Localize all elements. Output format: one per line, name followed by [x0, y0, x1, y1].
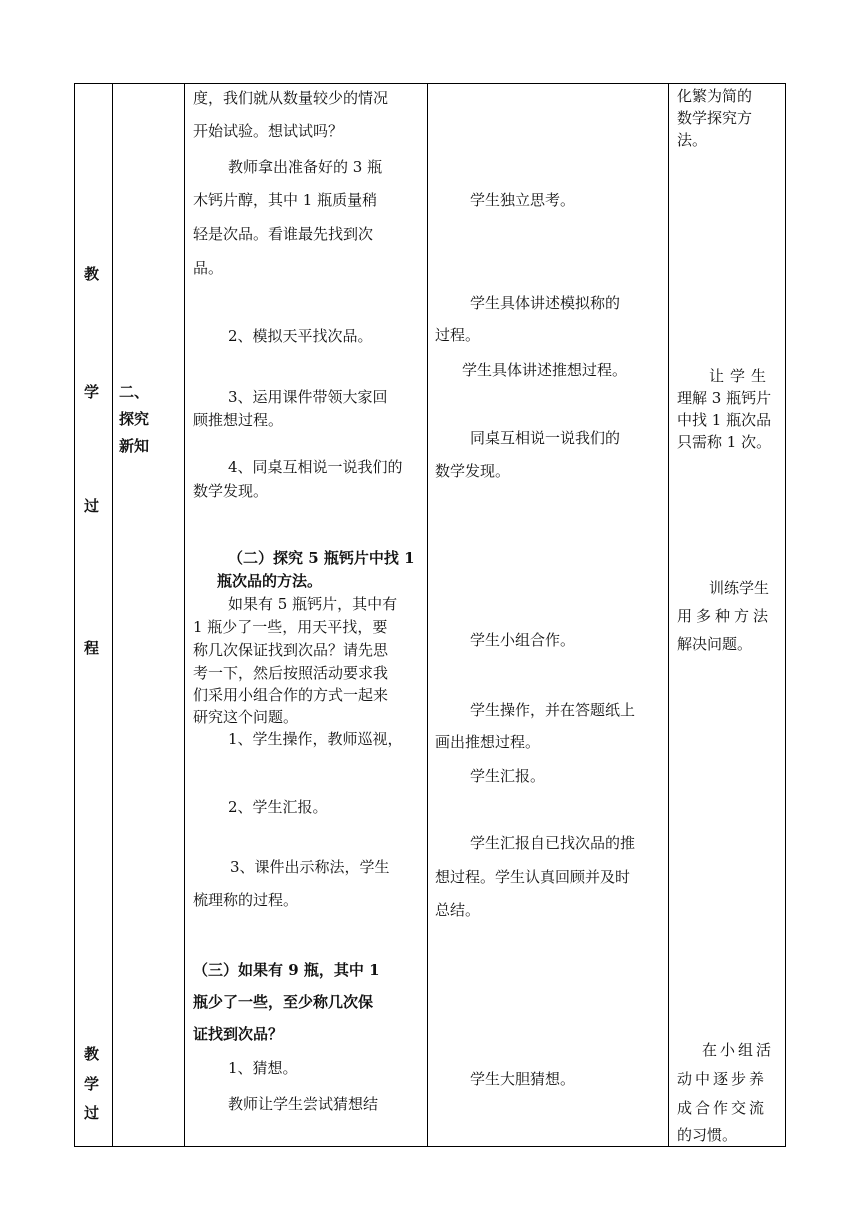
design-note: 数学探究方 [677, 109, 753, 127]
teacher-text: 开始试验。想试试吗？ [193, 122, 344, 140]
section-label: 二、 [119, 383, 150, 401]
teacher-text: 轻是次品。看谁最先找到次 [193, 225, 374, 243]
teacher-text: 教师拿出准备好的 3 瓶 [228, 158, 383, 176]
student-text: 学生独立思考。 [470, 191, 576, 209]
student-text: 学生汇报。 [470, 767, 546, 785]
student-text: 同桌互相说一说我们的 [470, 429, 621, 447]
student-text: 学生小组合作。 [470, 631, 576, 649]
teacher-step: 2、模拟天平找次品。 [228, 327, 373, 345]
teacher-text: 品。 [193, 259, 224, 277]
column-divider [112, 84, 113, 1146]
teacher-text: 度，我们就从数量较少的情况 [193, 89, 389, 107]
teacher-text: 研究这个问题。 [193, 708, 299, 726]
design-note: 理解 3 瓶钙片 [677, 389, 772, 407]
part-heading: （二）探究 5 瓶钙片中找 1 [228, 549, 415, 567]
stage-label-char: 过 [84, 497, 100, 515]
column-divider [668, 84, 669, 1146]
design-note: 化繁为简的 [677, 87, 753, 105]
teacher-step: 3、课件出示称法，学生 [230, 858, 390, 876]
part-heading: （三）如果有 9 瓶，其中 1 [193, 961, 380, 979]
teacher-text: 称几次保证找到次品？请先思 [193, 641, 389, 659]
student-text: 学生具体讲述推想过程。 [462, 361, 628, 379]
student-text: 画出推想过程。 [435, 733, 541, 751]
teacher-text: 1 瓶少了一些，用天平找，要 [193, 618, 388, 636]
student-text: 学生大胆猜想。 [470, 1070, 576, 1088]
stage-label-char: 教 [84, 1045, 100, 1063]
teacher-text: 如果有 5 瓶钙片，其中有 [228, 595, 398, 613]
design-note: 中找 1 瓶次品 [677, 411, 772, 429]
teacher-step: 1、猜想。 [228, 1059, 298, 1077]
section-label: 新知 [119, 437, 150, 455]
student-text: 学生具体讲述模拟称的 [470, 294, 621, 312]
stage-label-char: 程 [84, 639, 100, 657]
student-text: 总结。 [435, 901, 481, 919]
design-note: 动中逐步养 [677, 1070, 768, 1088]
design-note: 用多种方法 [677, 607, 773, 625]
stage-label-char: 过 [84, 1104, 100, 1122]
student-text: 过程。 [435, 326, 481, 344]
teacher-text: 们采用小组合作的方式一起来 [193, 686, 389, 704]
design-note: 让学生 [709, 367, 773, 385]
teacher-step: 顾推想过程。 [193, 411, 284, 429]
column-divider [427, 84, 428, 1146]
student-text: 数学发现。 [435, 462, 511, 480]
student-text: 学生操作，并在答题纸上 [470, 701, 636, 719]
teacher-step: 4、同桌互相说一说我们的 [228, 458, 403, 476]
teacher-text: 教师让学生尝试猜想结 [228, 1095, 379, 1113]
design-note: 法。 [677, 131, 708, 149]
stage-label-char: 教 [84, 265, 100, 283]
part-heading: 瓶次品的方法。 [217, 572, 323, 590]
teacher-text: 木钙片醇，其中 1 瓶质量稍 [193, 191, 378, 209]
student-text: 学生汇报自已找次品的推 [470, 834, 636, 852]
teacher-text: 考一下，然后按照活动要求我 [193, 664, 389, 682]
column-divider [184, 84, 185, 1146]
teacher-step: 1、学生操作，教师巡视， [228, 730, 403, 748]
stage-label-char: 学 [84, 1075, 100, 1093]
section-label: 探究 [119, 410, 150, 428]
teacher-step: 2、学生汇报。 [228, 798, 328, 816]
part-heading: 瓶少了一些，至少称几次保 [193, 993, 374, 1011]
design-note: 成合作交流 [677, 1099, 768, 1117]
teacher-step: 3、运用课件带领大家回 [228, 388, 388, 406]
design-note: 训练学生 [709, 579, 770, 597]
student-text: 想过程。学生认真回顾并及时 [435, 868, 631, 886]
stage-label-char: 学 [84, 383, 100, 401]
design-note: 在小组活 [702, 1041, 775, 1059]
teacher-step: 数学发现。 [193, 482, 269, 500]
design-note: 解决问题。 [677, 635, 753, 653]
part-heading: 证找到次品？ [193, 1025, 284, 1043]
design-note: 只需称 1 次。 [677, 433, 772, 451]
teacher-step: 梳理称的过程。 [193, 891, 299, 909]
design-note: 的习惯。 [677, 1126, 738, 1144]
